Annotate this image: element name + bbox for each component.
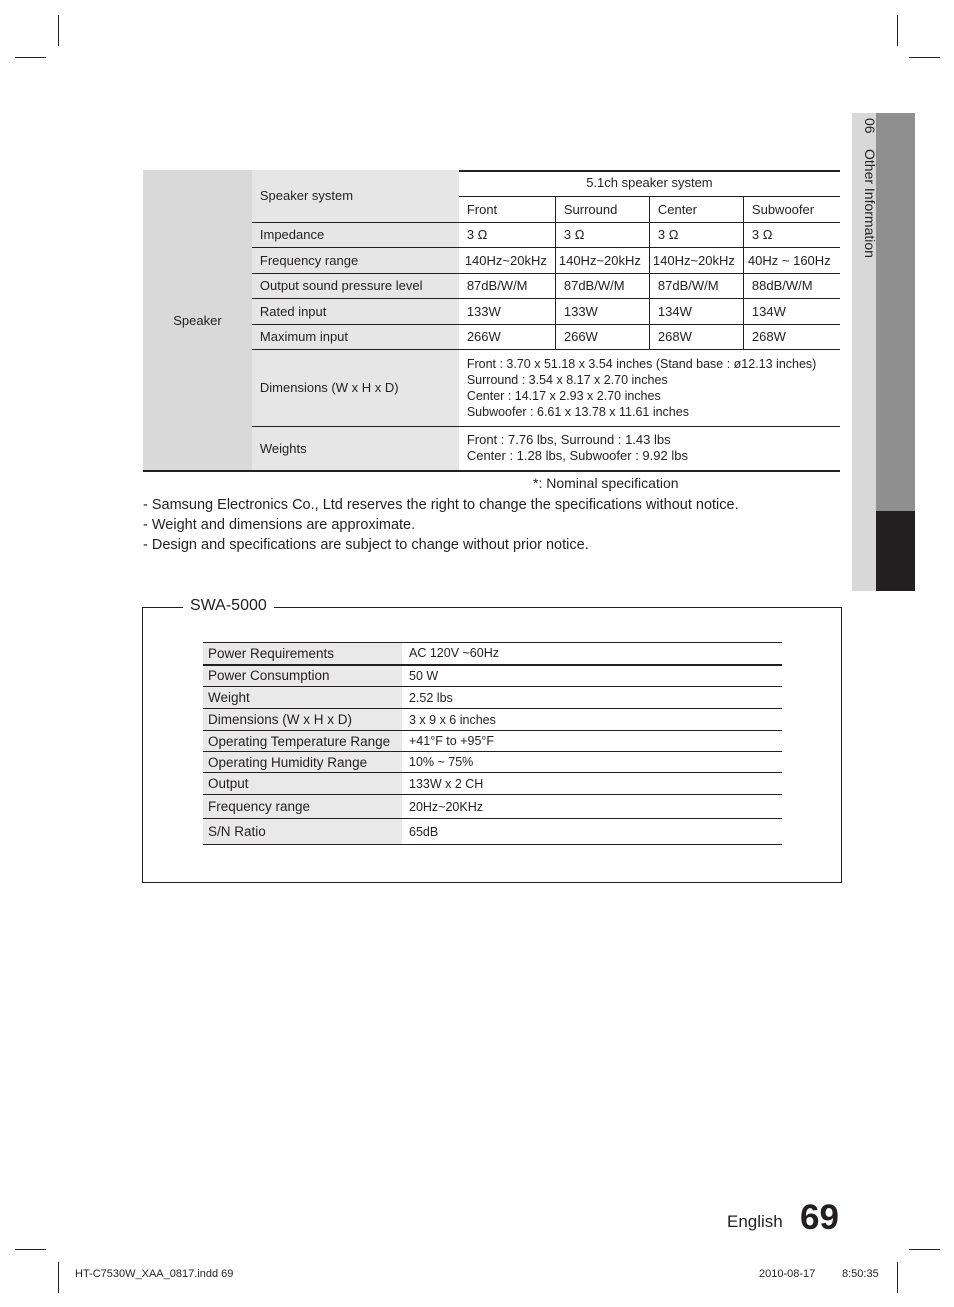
chapter-tab-label [862, 118, 878, 270]
row-label: Operating Temperature Range [203, 731, 402, 752]
weights-cell [459, 426, 840, 470]
cell: 88dB/W/M [743, 273, 840, 298]
cell: 133W [459, 298, 556, 324]
cell: 268W [649, 324, 743, 349]
cell: 3 Ω [459, 222, 556, 247]
row-label: Impedance [252, 222, 459, 247]
dimension-line: Front : 3.70 x 51.18 x 3.54 inches (Stand base : ø12.13 inches) [466, 356, 817, 371]
row-label: S/N Ratio [203, 819, 402, 845]
speaker-spec-table [143, 170, 840, 470]
row-label: Output [203, 773, 402, 795]
nominal-note: *: Nominal specification [533, 475, 679, 491]
row-value: 20Hz~20KHz [402, 795, 782, 819]
row-label: Frequency range [252, 247, 459, 273]
cell: 140Hz~20kHz [649, 247, 743, 273]
row-label: Power Requirements [203, 643, 402, 665]
table-row [203, 687, 782, 709]
dimensions-cell [459, 349, 840, 426]
dimension-line: Surround : 3.54 x 8.17 x 2.70 inches [466, 372, 668, 387]
chapter-number: 06 [862, 118, 878, 134]
swa-title: SWA-5000 [183, 597, 274, 615]
row-label: Rated input [252, 298, 459, 324]
cell: 87dB/W/M [649, 273, 743, 298]
cell: 3 Ω [555, 222, 649, 247]
column-header: Front [459, 196, 556, 222]
row-value: 10% ~ 75% [402, 752, 782, 773]
cell: 268W [743, 324, 840, 349]
table-row [203, 665, 782, 687]
row-label: Operating Humidity Range [203, 752, 402, 773]
column-header: Center [649, 196, 743, 222]
table-row [203, 731, 782, 752]
speaker-system-label: Speaker system [252, 170, 459, 222]
row-label: Output sound pressure level [252, 273, 459, 298]
table-row [203, 709, 782, 731]
cell: 134W [649, 298, 743, 324]
row-label: Frequency range [203, 795, 402, 819]
column-header: Surround [555, 196, 649, 222]
row-label: Dimensions (W x H x D) [252, 349, 459, 426]
table-row [203, 819, 782, 845]
column-header: Subwoofer [743, 196, 840, 222]
cell: 140Hz~20kHz [459, 247, 556, 273]
cell: 87dB/W/M [459, 273, 556, 298]
table-row [203, 752, 782, 773]
cell: 133W [555, 298, 649, 324]
note-line: - Design and specifications are subject to change without prior notice. [143, 537, 589, 553]
row-value: 133W x 2 CH [402, 773, 782, 795]
row-value: 65dB [402, 819, 782, 845]
row-value: +41°F to +95°F [402, 731, 782, 752]
row-label: Maximum input [252, 324, 459, 349]
footer-time: 8:50:35 [842, 1268, 879, 1280]
swa-spec-table [203, 642, 782, 845]
note-line: - Samsung Electronics Co., Ltd reserves the right to change the specifications without notice. [143, 497, 739, 513]
speaker-system-value: 5.1ch speaker system [459, 170, 840, 196]
dimension-line: Subwoofer : 6.61 x 13.78 x 11.61 inches [466, 404, 689, 419]
table-row [203, 795, 782, 819]
row-value: 3 x 9 x 6 inches [402, 709, 782, 731]
table-row [203, 773, 782, 795]
language-label: English [727, 1212, 783, 1231]
cell: 134W [743, 298, 840, 324]
row-label: Weight [203, 687, 402, 709]
weight-line: Center : 1.28 lbs, Subwoofer : 9.92 lbs [466, 448, 688, 464]
row-value: 2.52 lbs [402, 687, 782, 709]
row-value: AC 120V ~60Hz [402, 643, 782, 665]
cell: 266W [555, 324, 649, 349]
cell: 3 Ω [743, 222, 840, 247]
row-label: Weights [252, 426, 459, 470]
footer-date: 2010-08-17 [759, 1268, 816, 1280]
note-line: - Weight and dimensions are approximate. [143, 517, 416, 533]
cell: 87dB/W/M [555, 273, 649, 298]
speaker-category-cell: Speaker [143, 170, 252, 470]
chapter-title: Other Information [862, 149, 878, 259]
cell: 3 Ω [649, 222, 743, 247]
row-label: Dimensions (W x H x D) [203, 709, 402, 731]
footer-file: HT-C7530W_XAA_0817.indd 69 [75, 1268, 234, 1280]
row-value: 50 W [402, 665, 782, 687]
page-number: 69 [800, 1198, 839, 1237]
cell: 40Hz ~ 160Hz [743, 247, 840, 273]
dimension-line: Center : 14.17 x 2.93 x 2.70 inches [466, 388, 661, 403]
cell: 140Hz~20kHz [555, 247, 649, 273]
weight-line: Front : 7.76 lbs, Surround : 1.43 lbs [466, 432, 671, 448]
cell: 266W [459, 324, 556, 349]
row-label: Power Consumption [203, 665, 402, 687]
table-row [203, 643, 782, 665]
